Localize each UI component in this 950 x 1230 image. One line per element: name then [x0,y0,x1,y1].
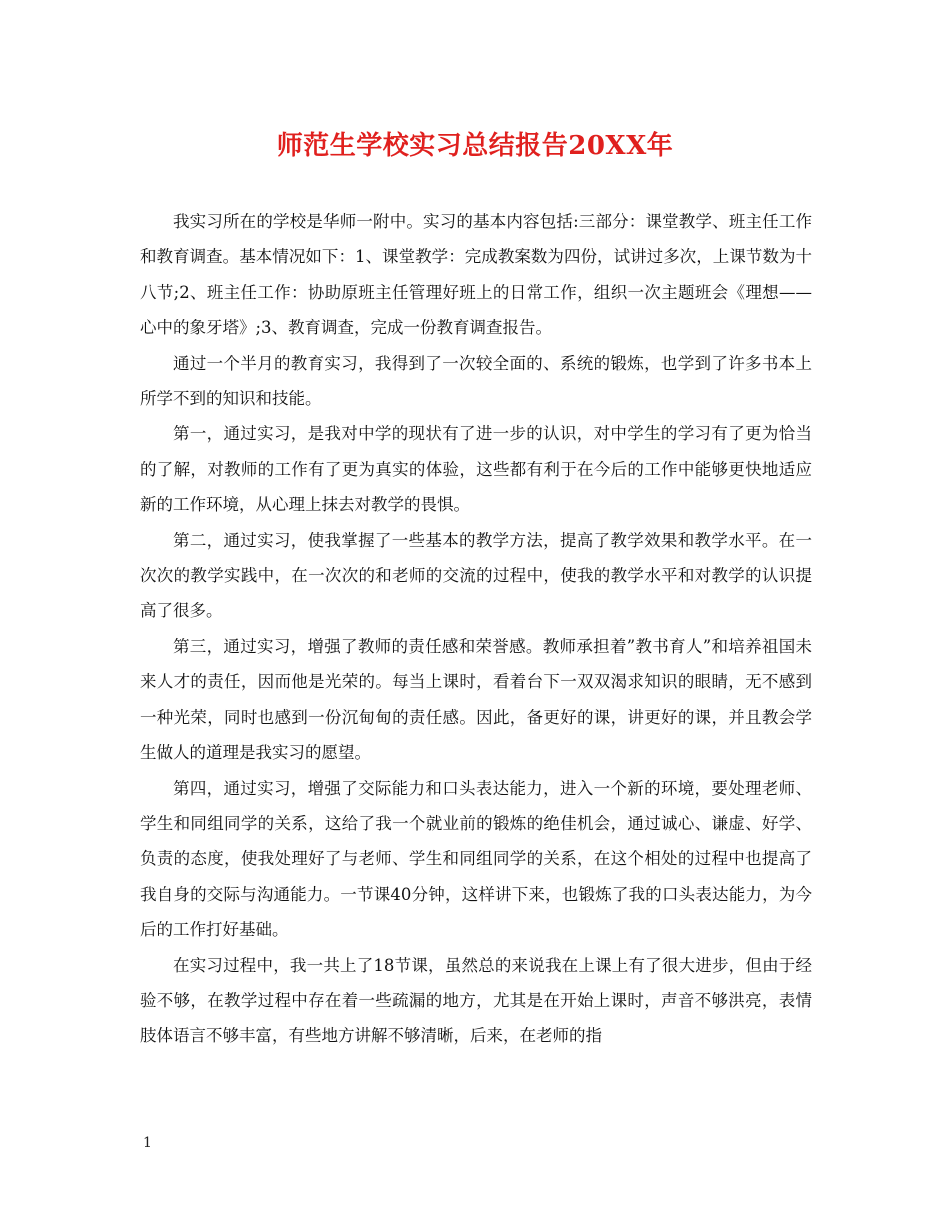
paragraph: 第二，通过实习，使我掌握了一些基本的教学方法，提高了教学效果和教学水平。在一次次的教学实践中，在一次次的和老师的交流的过程中，使我的教学水平和对教学的认识提高了很多。 [140,530,812,621]
paragraph: 第三，通过实习，增强了教师的责任感和荣誉感。教师承担着”教书育人”和培养祖国未来人才的责任，因而他是光荣的。每当上课时，看着台下一双双渴求知识的眼睛，无不感到一种光荣，同时也感到一份沉甸甸的责任感。因此，备更好的课，讲更好的课，并且教会学生做人的道理是我实习的愿望。 [140,636,812,763]
paragraph: 我实习所在的学校是华师一附中。实习的基本内容包括:三部分：课堂教学、班主任工作和教育调查。基本情况如下：1、课堂教学：完成教案数为四份，试讲过多次，上课节数为十八节;2、班主任工作：协助原班主任管理好班上的日常工作，组织一次主题班会《理想——心中的象牙塔》;3、教育调查，完成一份教育调查报告。 [140,212,812,338]
document-title: 师范生学校实习总结报告20XX年 [276,131,674,161]
paragraph: 第四，通过实习，增强了交际能力和口头表达能力，进入一个新的环境，要处理老师、学生和同组同学的关系，这给了我一个就业前的锻炼的绝佳机会，通过诚心、谦虚、好学、负责的态度，使我处理好了与老师、学生和同组同学的关系，在这个相处的过程中也提高了我自身的交际与沟通能力。一节课40分钟，这样讲下来，也锻炼了我的口头表达能力，为今后的工作打好基础。 [140,778,812,940]
document-body [140,204,812,1054]
page-number: 1 [143,1135,152,1151]
paragraph: 在实习过程中，我一共上了18节课，虽然总的来说我在上课上有了很大进步，但由于经验不够，在教学过程中存在着一些疏漏的地方，尤其是在开始上课时，声音不够洪亮，表情肢体语言不够丰富，有些地方讲解不够清晰，后来，在老师的指 [140,955,812,1046]
paragraph: 第一，通过实习，是我对中学的现状有了进一步的认识，对中学生的学习有了更为恰当的了解，对教师的工作有了更为真实的体验，这些都有利于在今后的工作中能够更快地适应新的工作环境，从心理上抹去对教学的畏惧。 [140,424,812,515]
paragraph: 通过一个半月的教育实习，我得到了一次较全面的、系统的锻炼，也学到了许多书本上所学不到的知识和技能。 [140,353,812,409]
